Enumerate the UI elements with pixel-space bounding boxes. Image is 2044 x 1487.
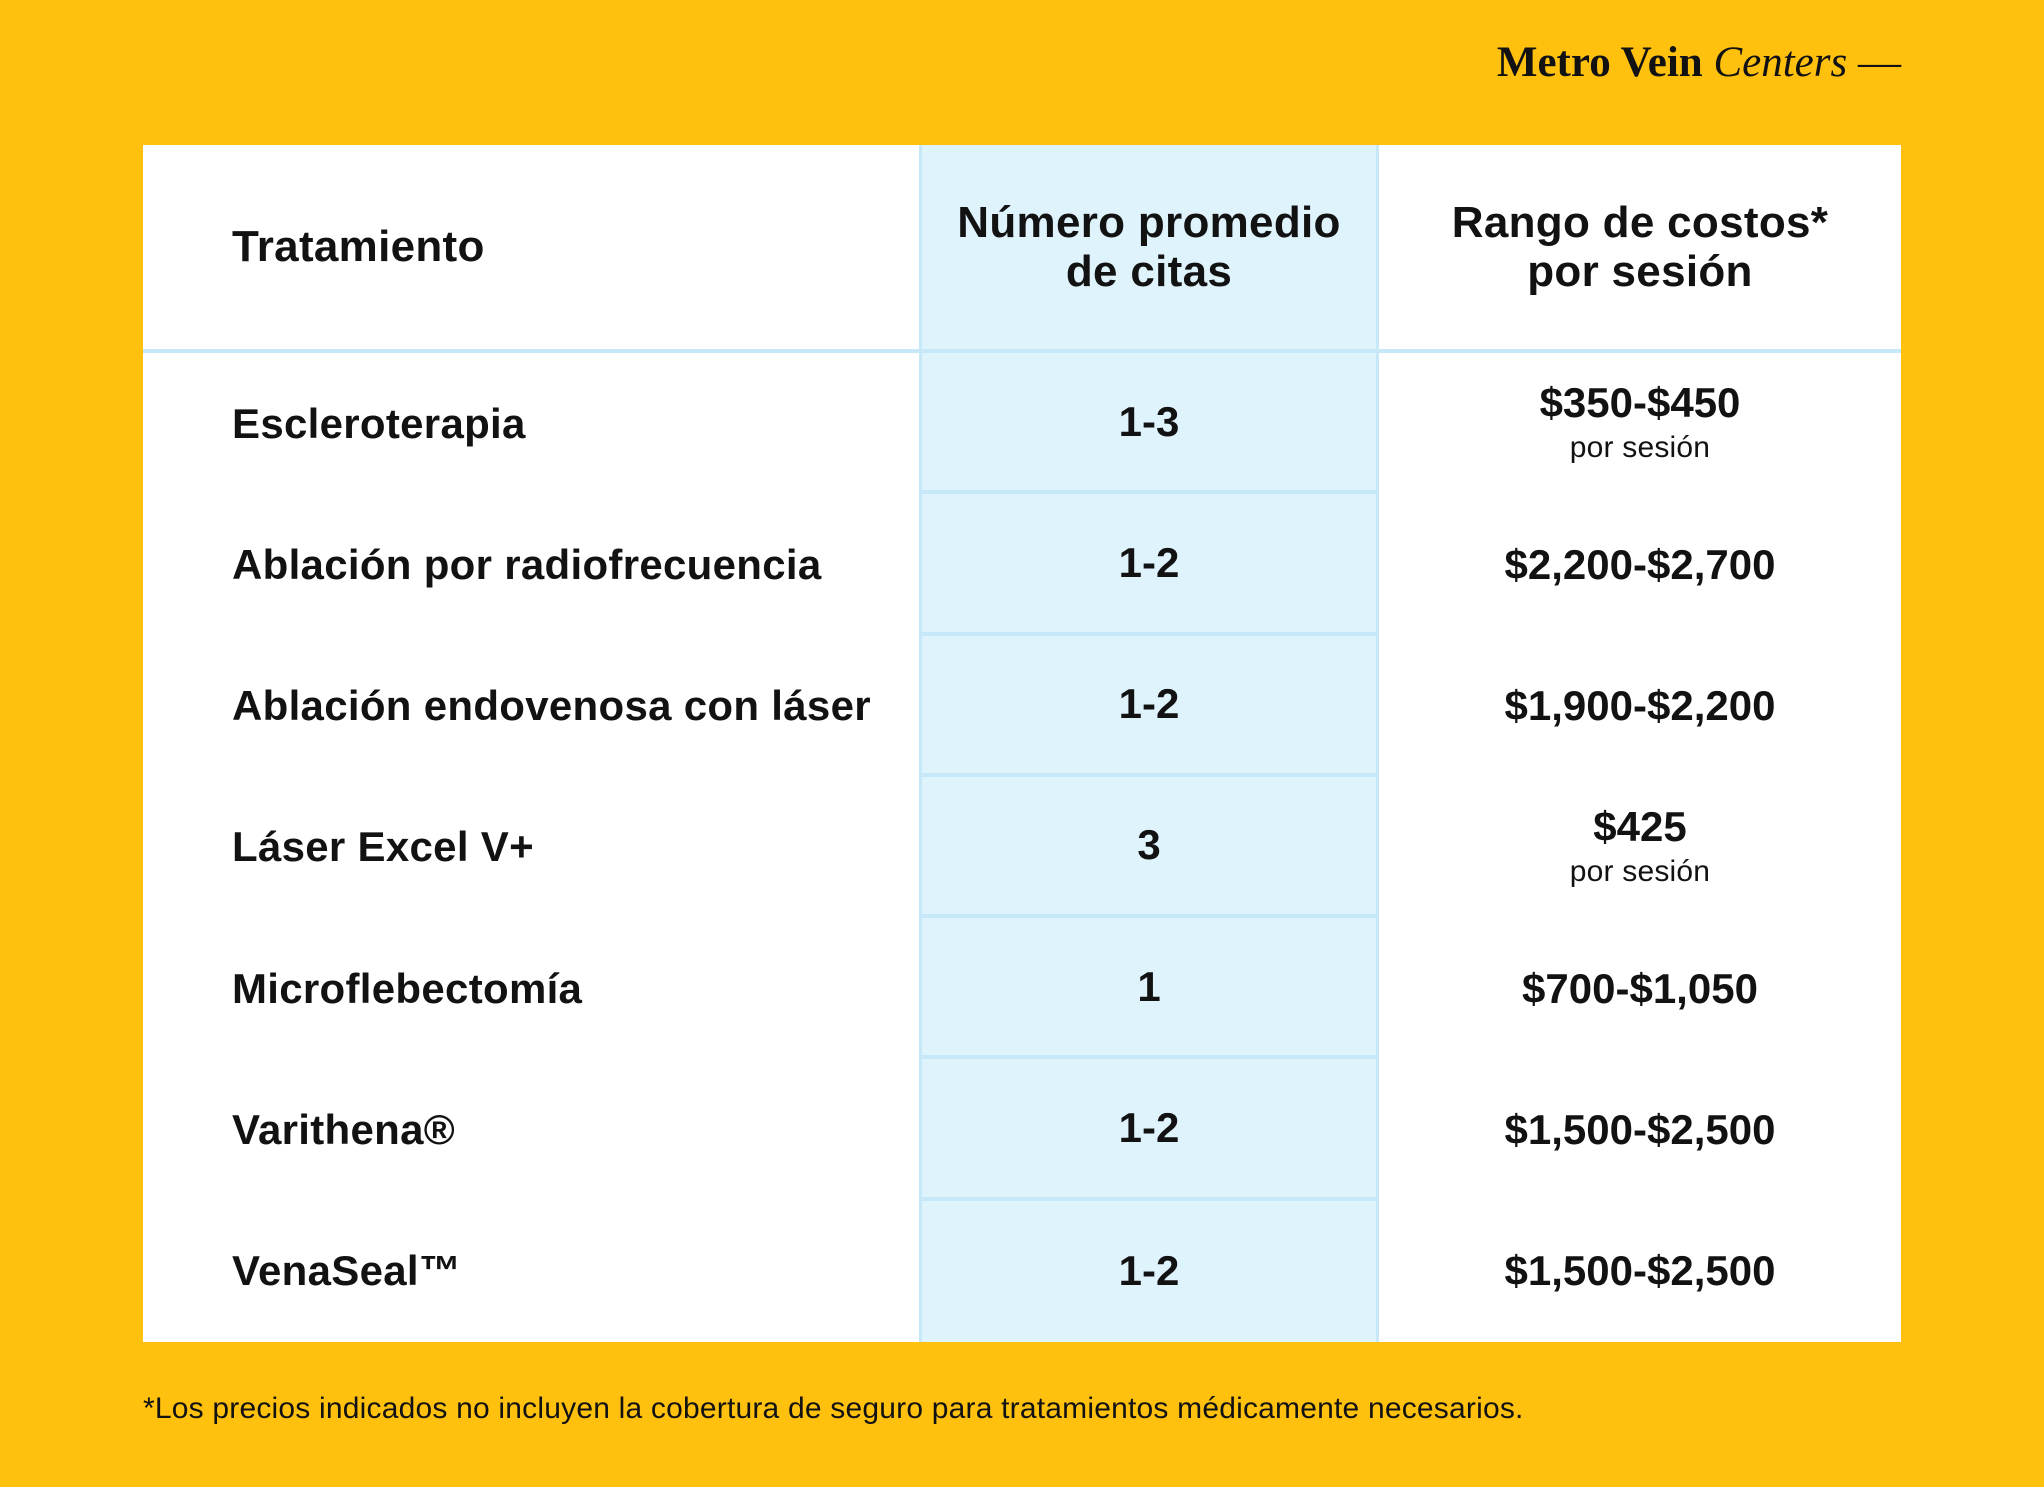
cost-note: por sesión — [1569, 431, 1711, 465]
table-row-cost — [1379, 918, 1901, 1059]
header-appointments-label — [957, 198, 1340, 297]
table-row-appointments — [919, 918, 1379, 1059]
header-appointments-line2: de citas — [1065, 247, 1233, 296]
treatment-label: Escleroterapia — [232, 399, 526, 447]
footnote: *Los precios indicados no incluyen la cobertura de seguro para tratamientos médicamente necesarios. — [143, 1392, 1524, 1425]
table-row-appointments — [919, 777, 1379, 918]
header-cost — [1379, 145, 1901, 353]
treatment-label: Ablación por radiofrecuencia — [232, 540, 822, 588]
brand-suffix: Centers — [1713, 39, 1848, 86]
brand-logo — [1497, 38, 1901, 87]
cost-value: $1,500-$2,500 — [1504, 1247, 1776, 1295]
header-treatment — [143, 145, 919, 353]
table-row-cost — [1379, 777, 1901, 918]
table-row-treatment — [143, 494, 919, 635]
treatment-label: Láser Excel V+ — [232, 823, 534, 871]
cost-value: $350-$450 — [1539, 379, 1741, 427]
appointments-value: 1-2 — [1118, 680, 1180, 728]
treatment-label: VenaSeal™ — [232, 1247, 462, 1295]
cost-value: $1,900-$2,200 — [1504, 682, 1776, 730]
table-row-treatment — [143, 1059, 919, 1200]
treatment-label: Microflebectomía — [232, 964, 583, 1012]
table-row-treatment — [143, 1201, 919, 1342]
appointments-value: 1-2 — [1118, 1104, 1180, 1152]
table-row-treatment — [143, 636, 919, 777]
table-row-cost — [1379, 353, 1901, 494]
table-row-appointments — [919, 1201, 1379, 1342]
appointments-value: 1-2 — [1118, 538, 1180, 586]
treatment-label: Varithena® — [232, 1106, 456, 1154]
brand-name: Metro Vein — [1496, 39, 1703, 86]
header-appointments — [919, 145, 1379, 353]
header-treatment-label: Tratamiento — [232, 222, 485, 272]
cost-note: por sesión — [1569, 855, 1711, 889]
header-cost-label — [1452, 198, 1828, 297]
table-row-treatment — [143, 353, 919, 494]
table-row-appointments — [919, 636, 1379, 777]
treatment-label: Ablación endovenosa con láser — [232, 682, 871, 730]
table-row-appointments — [919, 1059, 1379, 1200]
appointments-value: 1-2 — [1118, 1247, 1180, 1295]
header-cost-line2: por sesión — [1527, 247, 1753, 296]
table-row-cost — [1379, 636, 1901, 777]
cost-value: $425 — [1593, 803, 1687, 851]
header-appointments-line1: Número promedio — [957, 197, 1341, 247]
cost-value: $1,500-$2,500 — [1504, 1105, 1776, 1153]
table-row-cost — [1379, 1201, 1901, 1342]
appointments-value: 1-3 — [1118, 397, 1180, 445]
header-cost-line1: Rango de costos* — [1451, 197, 1829, 247]
appointments-value: 1 — [1137, 962, 1161, 1010]
appointments-value: 3 — [1137, 821, 1161, 869]
table-row-cost — [1379, 494, 1901, 635]
table-row-treatment — [143, 777, 919, 918]
cost-value: $2,200-$2,700 — [1504, 540, 1776, 588]
table-row-cost — [1379, 1059, 1901, 1200]
pricing-table — [143, 145, 1901, 1342]
cost-value: $700-$1,050 — [1522, 964, 1758, 1012]
table-row-treatment — [143, 918, 919, 1059]
brand-dash: — — [1858, 39, 1901, 86]
table-row-appointments — [919, 494, 1379, 635]
table-row-appointments — [919, 353, 1379, 494]
